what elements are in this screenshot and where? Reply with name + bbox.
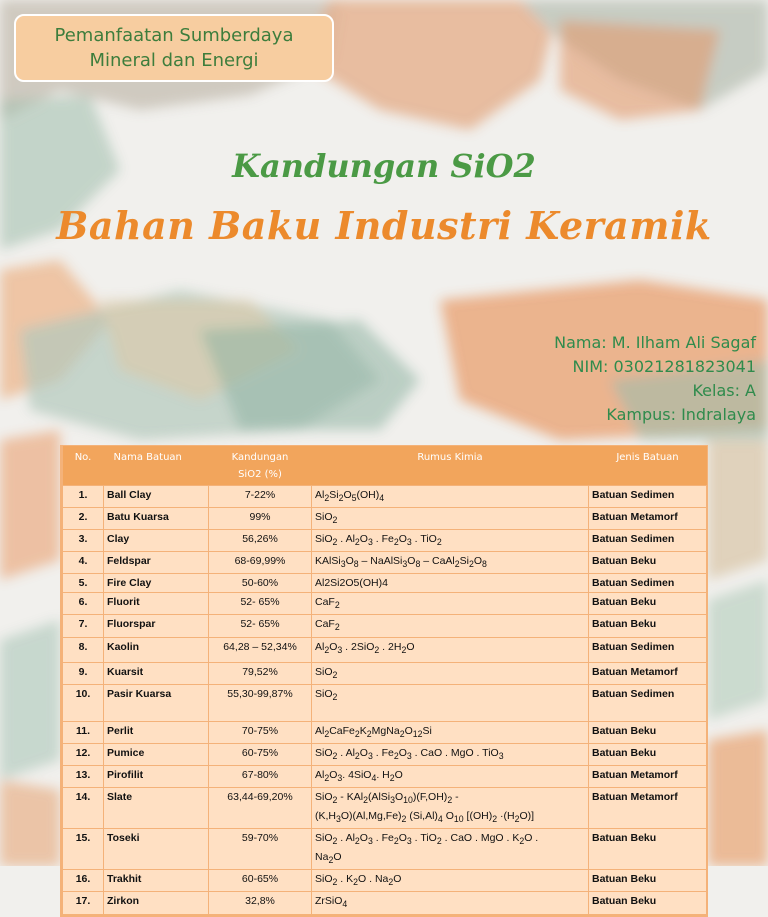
table-row — [63, 721, 707, 743]
table-row — [63, 787, 707, 828]
cell-no: 11. — [63, 721, 104, 743]
cell-no: 1. — [63, 486, 104, 508]
header-jenis: Jenis Batuan — [589, 446, 707, 486]
author-name: Nama: M. Ilham Ali Sagaf — [554, 333, 756, 352]
cell-kandungan: 7-22% — [209, 486, 312, 508]
cell-jenis-batuan: Batuan Beku — [589, 615, 707, 637]
cell-rumus-kimia: ZrSiO$_4$ — [312, 892, 589, 914]
cell-no: 14. — [63, 787, 104, 828]
cell-no: 4. — [63, 552, 104, 574]
course-badge-line1: Pemanfaatan Sumberdaya — [54, 25, 294, 46]
cell-jenis-batuan: Batuan Metamorf — [589, 765, 707, 787]
cell-kandungan: 67-80% — [209, 765, 312, 787]
table-row — [63, 829, 707, 870]
cell-nama-batuan: Feldspar — [104, 552, 209, 574]
cell-jenis-batuan: Batuan Sedimen — [589, 530, 707, 552]
cell-jenis-batuan: Batuan Beku — [589, 721, 707, 743]
cell-nama-batuan: Pasir Kuarsa — [104, 684, 209, 721]
cell-kandungan: 79,52% — [209, 662, 312, 684]
cell-no: 6. — [63, 593, 104, 615]
table-row — [63, 486, 707, 508]
table-row — [63, 743, 707, 765]
cell-jenis-batuan: Batuan Metamorf — [589, 787, 707, 828]
table-row — [63, 637, 707, 662]
cell-jenis-batuan: Batuan Sedimen — [589, 684, 707, 721]
cell-jenis-batuan: Batuan Beku — [589, 892, 707, 914]
cell-rumus-kimia: SiO$_2$ . $Al_2O_3$ . $Fe_2O_3$ . TiO$_2$ . CaO . MgO . $K_2O$ . $Na_2O$ — [312, 829, 589, 870]
cell-nama-batuan: Ball Clay — [104, 486, 209, 508]
cell-jenis-batuan: Batuan Beku — [589, 743, 707, 765]
cell-no: 16. — [63, 870, 104, 892]
cell-rumus-kimia: SiO$_2$ . $Al_2O_3$ . $Fe_2O_3$ . CaO . MgO . TiO$_3$ — [312, 743, 589, 765]
cell-kandungan: 32,8% — [209, 892, 312, 914]
cell-jenis-batuan: Batuan Metamorf — [589, 662, 707, 684]
author-nim: NIM: 03021281823041 — [572, 357, 756, 376]
header-no: No. — [63, 446, 104, 486]
cell-jenis-batuan: Batuan Sedimen — [589, 486, 707, 508]
cell-jenis-batuan: Batuan Beku — [589, 870, 707, 892]
cell-kandungan: 60-65% — [209, 870, 312, 892]
cell-nama-batuan: Pirofilit — [104, 765, 209, 787]
cell-kandungan: 52- 65% — [209, 615, 312, 637]
cell-no: 12. — [63, 743, 104, 765]
cell-kandungan: 63,44-69,20% — [209, 787, 312, 828]
cell-nama-batuan: Perlit — [104, 721, 209, 743]
cell-kandungan: 56,26% — [209, 530, 312, 552]
cell-kandungan: 55,30-99,87% — [209, 684, 312, 721]
author-campus: Kampus: Indralaya — [606, 405, 756, 424]
cell-jenis-batuan: Batuan Beku — [589, 593, 707, 615]
cell-no: 13. — [63, 765, 104, 787]
table-row — [63, 530, 707, 552]
cell-nama-batuan: Trakhit — [104, 870, 209, 892]
page-title: Bahan Baku Industri Keramik — [56, 203, 712, 248]
cell-nama-batuan: Fire Clay — [104, 574, 209, 593]
cell-no: 10. — [63, 684, 104, 721]
cell-kandungan: 64,28 – 52,34% — [209, 637, 312, 662]
cell-nama-batuan: Batu Kuarsa — [104, 508, 209, 530]
header-rumus: Rumus Kimia — [312, 446, 589, 486]
cell-rumus-kimia: Al2Si2O5(OH)4 — [312, 574, 589, 593]
cell-jenis-batuan: Batuan Beku — [589, 552, 707, 574]
cell-jenis-batuan: Batuan Sedimen — [589, 574, 707, 593]
table-row — [63, 574, 707, 593]
cell-nama-batuan: Fluorspar — [104, 615, 209, 637]
table-row — [63, 508, 707, 530]
cell-no: 3. — [63, 530, 104, 552]
page-subtitle: Kandungan SiO2 — [232, 147, 536, 185]
cell-nama-batuan: Toseki — [104, 829, 209, 870]
cell-rumus-kimia: SiO$_2$ . $Al_2O_3$ . $Fe_2O_3$ . TiO$_2$ — [312, 530, 589, 552]
cell-no: 7. — [63, 615, 104, 637]
rock-table — [62, 446, 707, 915]
cell-nama-batuan: Zirkon — [104, 892, 209, 914]
cell-kandungan: 52- 65% — [209, 593, 312, 615]
cell-rumus-kimia: SiO$_2$ — [312, 662, 589, 684]
cell-kandungan: 70-75% — [209, 721, 312, 743]
cell-nama-batuan: Slate — [104, 787, 209, 828]
cell-jenis-batuan: Batuan Beku — [589, 829, 707, 870]
cell-nama-batuan: Fluorit — [104, 593, 209, 615]
cell-nama-batuan: Kuarsit — [104, 662, 209, 684]
cell-kandungan: 59-70% — [209, 829, 312, 870]
rock-table-container — [60, 445, 708, 917]
header-kandungan — [209, 446, 312, 486]
header-kandungan-line1: Kandungan — [231, 452, 289, 463]
cell-nama-batuan: Clay — [104, 530, 209, 552]
cell-rumus-kimia: CaF$_2$ — [312, 593, 589, 615]
table-row — [63, 615, 707, 637]
cell-rumus-kimia: CaF$_2$ — [312, 615, 589, 637]
table-row — [63, 552, 707, 574]
table-row — [63, 662, 707, 684]
table-header-row — [63, 446, 707, 486]
table-row — [63, 870, 707, 892]
cell-nama-batuan: Pumice — [104, 743, 209, 765]
table-row — [63, 765, 707, 787]
cell-rumus-kimia: $Al_2Si_2O_5(OH)_4$ — [312, 486, 589, 508]
header-nama: Nama Batuan — [104, 446, 209, 486]
cell-rumus-kimia: SiO$_2$ — [312, 508, 589, 530]
cell-kandungan: 50-60% — [209, 574, 312, 593]
cell-jenis-batuan: Batuan Metamorf — [589, 508, 707, 530]
cell-kandungan: 68-69,99% — [209, 552, 312, 574]
cell-rumus-kimia: $KAlSi_3O_8$ – $NaAlSi_3O_8$ – $CaAl_2Si_2O_8$ — [312, 552, 589, 574]
table-body — [63, 486, 707, 915]
cell-rumus-kimia: SiO$_2$ . $K_2O$ . $Na_2O$ — [312, 870, 589, 892]
cell-no: 17. — [63, 892, 104, 914]
cell-jenis-batuan: Batuan Sedimen — [589, 637, 707, 662]
cell-kandungan: 60-75% — [209, 743, 312, 765]
header-kandungan-line2: SiO2 (%) — [238, 469, 282, 480]
cell-no: 15. — [63, 829, 104, 870]
cell-no: 8. — [63, 637, 104, 662]
author-info — [554, 331, 756, 427]
cell-rumus-kimia: $SiO_2 - KAl_2(AlSi_3O_{10})(F,OH)_2$ - $(K,H_3O)(Al,Mg,Fe)_2$ $(Si,Al)_4$ $O_{10}$ $[(OH)_2 \cdot(H_2O)]$ — [312, 787, 589, 828]
cell-rumus-kimia: $Al_2O_3$. 4SiO$_4$. $H_2O$ — [312, 765, 589, 787]
table-row — [63, 593, 707, 615]
table-row — [63, 684, 707, 721]
table-row — [63, 892, 707, 914]
cell-rumus-kimia: $Al_2CaFe_2K_2MgNa_2O_{12}Si$ — [312, 721, 589, 743]
cell-kandungan: 99% — [209, 508, 312, 530]
cell-nama-batuan: Kaolin — [104, 637, 209, 662]
cell-no: 9. — [63, 662, 104, 684]
course-badge-line2: Mineral dan Energi — [89, 50, 259, 71]
cell-no: 5. — [63, 574, 104, 593]
cell-rumus-kimia: $Al_2O_3$ . 2SiO$_2$ . $2H_2O$ — [312, 637, 589, 662]
cell-no: 2. — [63, 508, 104, 530]
cell-rumus-kimia: SiO$_2$ — [312, 684, 589, 721]
author-class: Kelas: A — [692, 381, 756, 400]
course-badge — [14, 14, 334, 82]
